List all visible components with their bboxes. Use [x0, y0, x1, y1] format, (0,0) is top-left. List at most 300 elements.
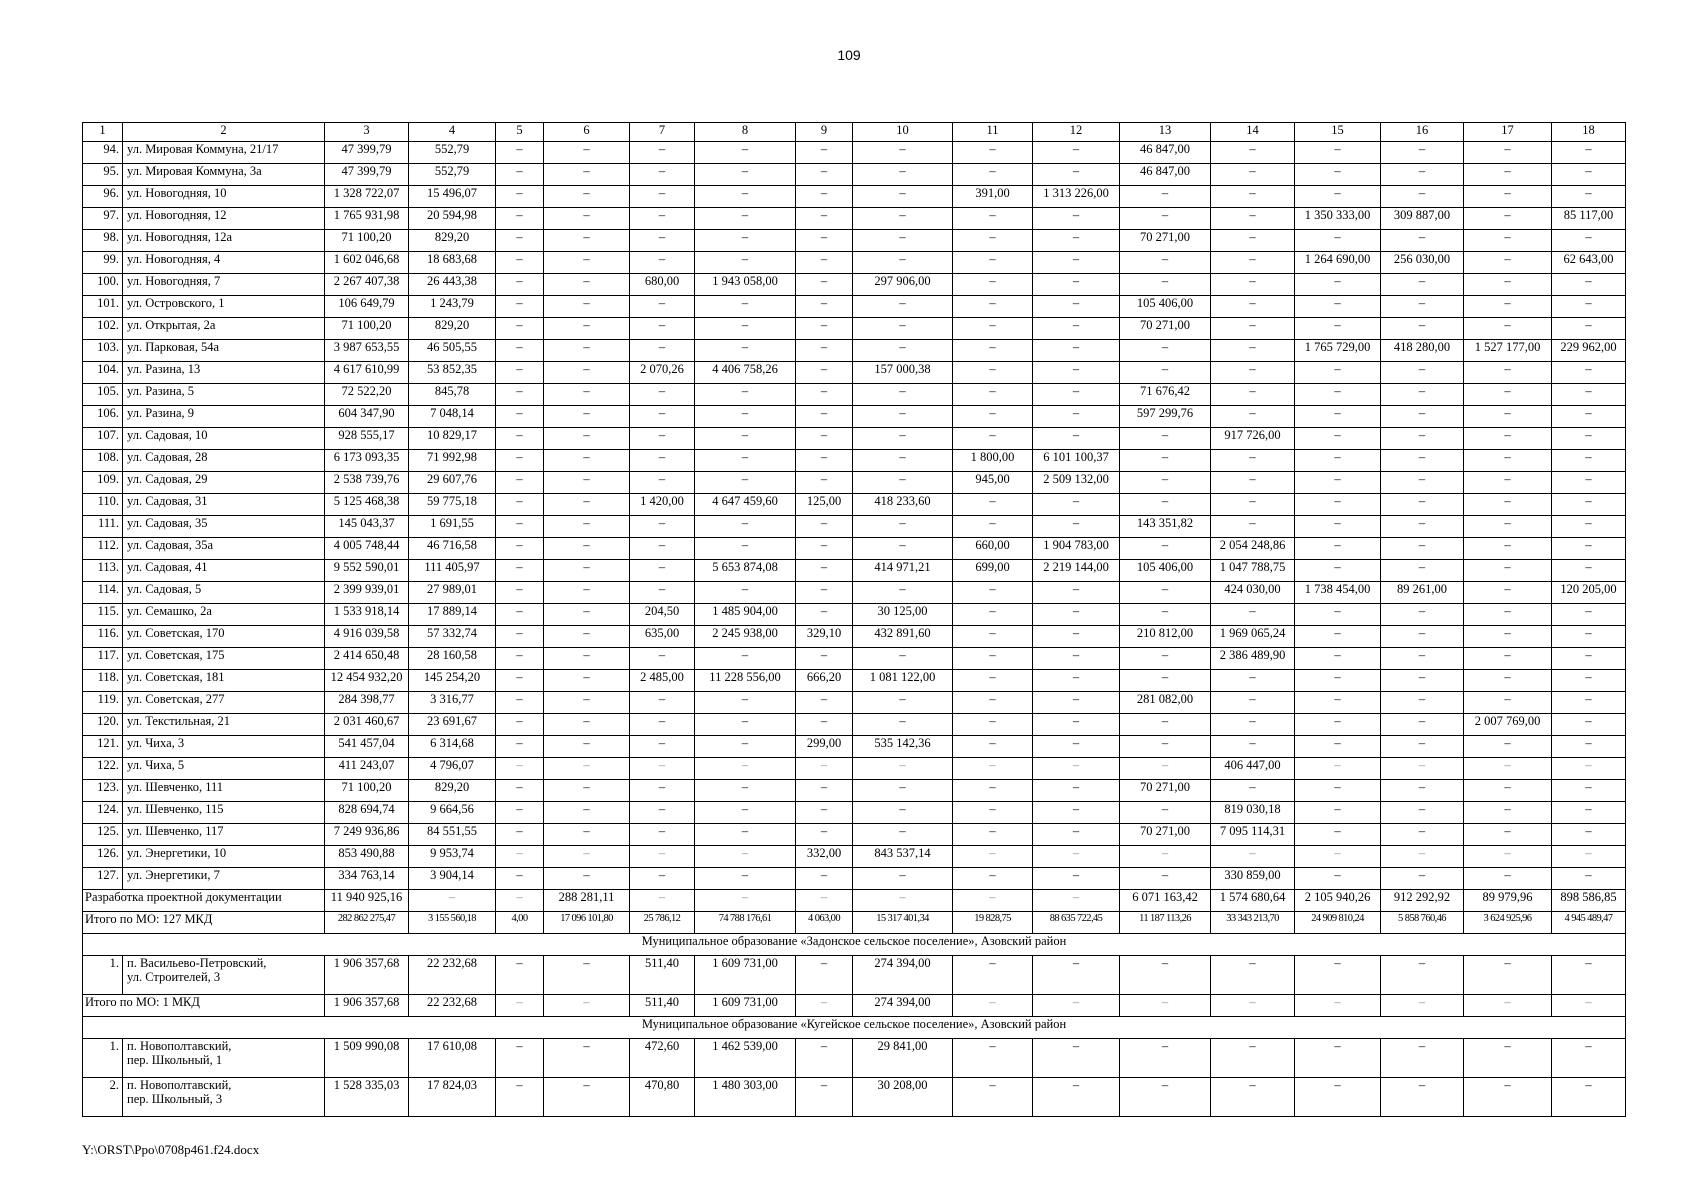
- value-cell: –: [1464, 824, 1552, 846]
- value-cell: –: [1464, 406, 1552, 428]
- value-cell: 4 063,00: [796, 912, 853, 934]
- value-cell: 470,80: [630, 1078, 695, 1117]
- value-cell: 829,20: [409, 318, 496, 340]
- value-cell: –: [1120, 340, 1211, 362]
- value-cell: –: [1464, 494, 1552, 516]
- value-cell: –: [630, 868, 695, 890]
- value-cell: –: [630, 516, 695, 538]
- column-header: 14: [1211, 123, 1295, 142]
- value-cell: –: [796, 472, 853, 494]
- value-cell: –: [496, 472, 544, 494]
- value-cell: –: [496, 428, 544, 450]
- value-cell: –: [796, 538, 853, 560]
- value-cell: –: [1552, 648, 1626, 670]
- value-cell: –: [853, 890, 953, 912]
- value-cell: –: [1552, 714, 1626, 736]
- value-cell: 29 607,76: [409, 472, 496, 494]
- value-cell: –: [695, 450, 796, 472]
- table-row: [83, 648, 1626, 670]
- value-cell: –: [496, 208, 544, 230]
- table-row: [83, 450, 1626, 472]
- value-cell: –: [1552, 362, 1626, 384]
- value-cell: –: [1464, 736, 1552, 758]
- value-cell: –: [630, 230, 695, 252]
- value-cell: 22 232,68: [409, 956, 496, 995]
- value-cell: –: [1381, 956, 1464, 995]
- row-number: 108.: [83, 450, 123, 472]
- value-cell: –: [1295, 824, 1381, 846]
- value-cell: –: [1120, 604, 1211, 626]
- value-cell: 660,00: [953, 538, 1033, 560]
- summary-row: [83, 995, 1626, 1017]
- row-number: 117.: [83, 648, 123, 670]
- value-cell: –: [1464, 692, 1552, 714]
- value-cell: –: [1295, 186, 1381, 208]
- value-cell: 28 160,58: [409, 648, 496, 670]
- value-cell: –: [1120, 802, 1211, 824]
- value-cell: –: [953, 252, 1033, 274]
- value-cell: 20 594,98: [409, 208, 496, 230]
- value-cell: –: [1033, 362, 1120, 384]
- value-cell: –: [853, 164, 953, 186]
- value-cell: 70 271,00: [1120, 780, 1211, 802]
- value-cell: –: [544, 450, 630, 472]
- value-cell: 511,40: [630, 956, 695, 995]
- value-cell: –: [1033, 1039, 1120, 1078]
- value-cell: –: [1033, 406, 1120, 428]
- value-cell: 2 219 144,00: [1033, 560, 1120, 582]
- section-title: Муниципальное образование «Задонское сельское поселение», Азовский район: [83, 934, 1626, 956]
- value-cell: –: [1033, 582, 1120, 604]
- summary-row: [83, 890, 1626, 912]
- value-cell: 2 267 407,38: [325, 274, 409, 296]
- value-cell: 6 071 163,42: [1120, 890, 1211, 912]
- value-cell: –: [1464, 604, 1552, 626]
- value-cell: –: [630, 296, 695, 318]
- value-cell: –: [630, 164, 695, 186]
- value-cell: –: [1552, 164, 1626, 186]
- value-cell: –: [695, 230, 796, 252]
- value-cell: 4,00: [496, 912, 544, 934]
- value-cell: –: [1033, 956, 1120, 995]
- value-cell: –: [630, 428, 695, 450]
- value-cell: –: [853, 758, 953, 780]
- value-cell: –: [1464, 758, 1552, 780]
- table-row: [83, 384, 1626, 406]
- address-cell: ул. Садовая, 35а: [123, 538, 325, 560]
- value-cell: –: [1033, 164, 1120, 186]
- value-cell: –: [953, 296, 1033, 318]
- value-cell: 414 971,21: [853, 560, 953, 582]
- address-cell: ул. Шевченко, 111: [123, 780, 325, 802]
- value-cell: –: [695, 516, 796, 538]
- value-cell: –: [953, 626, 1033, 648]
- value-cell: –: [796, 362, 853, 384]
- address-cell: ул. Разина, 9: [123, 406, 325, 428]
- value-cell: –: [953, 604, 1033, 626]
- value-cell: –: [853, 340, 953, 362]
- value-cell: –: [953, 582, 1033, 604]
- value-cell: 1 904 783,00: [1033, 538, 1120, 560]
- value-cell: 330 859,00: [1211, 868, 1295, 890]
- value-cell: 1 691,55: [409, 516, 496, 538]
- column-header: 18: [1552, 123, 1626, 142]
- value-cell: –: [796, 780, 853, 802]
- value-cell: –: [630, 846, 695, 868]
- value-cell: –: [1552, 472, 1626, 494]
- value-cell: 2 414 650,48: [325, 648, 409, 670]
- table-row: [83, 538, 1626, 560]
- row-number: 96.: [83, 186, 123, 208]
- value-cell: 4 005 748,44: [325, 538, 409, 560]
- value-cell: –: [544, 626, 630, 648]
- value-cell: –: [1295, 494, 1381, 516]
- value-cell: –: [853, 538, 953, 560]
- row-number: 113.: [83, 560, 123, 582]
- value-cell: –: [1552, 318, 1626, 340]
- value-cell: –: [544, 142, 630, 164]
- value-cell: –: [630, 384, 695, 406]
- value-cell: 552,79: [409, 164, 496, 186]
- value-cell: 1 047 788,75: [1211, 560, 1295, 582]
- value-cell: 1 609 731,00: [695, 995, 796, 1017]
- value-cell: –: [544, 824, 630, 846]
- value-cell: –: [1381, 450, 1464, 472]
- value-cell: –: [1033, 516, 1120, 538]
- value-cell: –: [1211, 494, 1295, 516]
- value-cell: –: [1381, 516, 1464, 538]
- value-cell: –: [544, 362, 630, 384]
- value-cell: –: [1381, 780, 1464, 802]
- address-cell: ул. Энергетики, 10: [123, 846, 325, 868]
- value-cell: –: [1295, 714, 1381, 736]
- value-cell: –: [853, 582, 953, 604]
- value-cell: –: [953, 802, 1033, 824]
- value-cell: 843 537,14: [853, 846, 953, 868]
- value-cell: 4 945 489,47: [1552, 912, 1626, 934]
- value-cell: –: [1211, 670, 1295, 692]
- value-cell: –: [1552, 450, 1626, 472]
- value-cell: 281 082,00: [1120, 692, 1211, 714]
- value-cell: 597 299,76: [1120, 406, 1211, 428]
- value-cell: –: [496, 995, 544, 1017]
- value-cell: 15 496,07: [409, 186, 496, 208]
- value-cell: 46 847,00: [1120, 142, 1211, 164]
- value-cell: –: [496, 714, 544, 736]
- address-cell: ул. Чиха, 5: [123, 758, 325, 780]
- value-cell: –: [1552, 802, 1626, 824]
- value-cell: 70 271,00: [1120, 318, 1211, 340]
- value-cell: –: [1033, 1078, 1120, 1117]
- value-cell: 23 691,67: [409, 714, 496, 736]
- value-cell: 666,20: [796, 670, 853, 692]
- value-cell: –: [544, 230, 630, 252]
- value-cell: –: [1033, 648, 1120, 670]
- value-cell: 106 649,79: [325, 296, 409, 318]
- value-cell: –: [544, 736, 630, 758]
- value-cell: –: [1381, 670, 1464, 692]
- value-cell: –: [1120, 538, 1211, 560]
- value-cell: 71 100,20: [325, 318, 409, 340]
- value-cell: 424 030,00: [1211, 582, 1295, 604]
- value-cell: –: [1120, 494, 1211, 516]
- value-cell: –: [853, 780, 953, 802]
- value-cell: –: [630, 648, 695, 670]
- value-cell: –: [1033, 758, 1120, 780]
- value-cell: –: [1211, 230, 1295, 252]
- value-cell: –: [796, 692, 853, 714]
- value-cell: 70 271,00: [1120, 824, 1211, 846]
- value-cell: 59 775,18: [409, 494, 496, 516]
- value-cell: 2 007 769,00: [1464, 714, 1552, 736]
- value-cell: –: [853, 230, 953, 252]
- value-cell: –: [796, 340, 853, 362]
- value-cell: –: [796, 274, 853, 296]
- value-cell: –: [496, 516, 544, 538]
- value-cell: –: [953, 1039, 1033, 1078]
- value-cell: –: [1120, 1039, 1211, 1078]
- value-cell: –: [1552, 758, 1626, 780]
- value-cell: 157 000,38: [853, 362, 953, 384]
- value-cell: –: [1464, 186, 1552, 208]
- value-cell: –: [1120, 472, 1211, 494]
- value-cell: –: [1120, 186, 1211, 208]
- table-row: [83, 230, 1626, 252]
- value-cell: –: [695, 142, 796, 164]
- value-cell: 1 527 177,00: [1464, 340, 1552, 362]
- value-cell: –: [1552, 296, 1626, 318]
- value-cell: –: [1552, 780, 1626, 802]
- value-cell: 3 987 653,55: [325, 340, 409, 362]
- value-cell: 282 862 275,47: [325, 912, 409, 934]
- value-cell: –: [630, 582, 695, 604]
- value-cell: –: [953, 648, 1033, 670]
- value-cell: –: [496, 582, 544, 604]
- value-cell: –: [1120, 428, 1211, 450]
- row-number: 105.: [83, 384, 123, 406]
- table-row: [83, 560, 1626, 582]
- value-cell: –: [496, 142, 544, 164]
- value-cell: –: [1464, 1039, 1552, 1078]
- summary-label: Разработка проектной документации: [83, 890, 325, 912]
- table-body: [83, 123, 1626, 1117]
- table-row: [83, 868, 1626, 890]
- value-cell: –: [496, 1078, 544, 1117]
- value-cell: 6 101 100,37: [1033, 450, 1120, 472]
- row-number: 109.: [83, 472, 123, 494]
- value-cell: –: [1120, 868, 1211, 890]
- value-cell: –: [1552, 604, 1626, 626]
- value-cell: –: [544, 340, 630, 362]
- value-cell: –: [544, 472, 630, 494]
- value-cell: –: [695, 384, 796, 406]
- value-cell: 17 610,08: [409, 1039, 496, 1078]
- value-cell: 535 142,36: [853, 736, 953, 758]
- value-cell: 1 574 680,64: [1211, 890, 1295, 912]
- row-number: 123.: [83, 780, 123, 802]
- summary-row: [83, 912, 1626, 934]
- value-cell: 2 509 132,00: [1033, 472, 1120, 494]
- value-cell: –: [1381, 1039, 1464, 1078]
- value-cell: –: [1295, 692, 1381, 714]
- value-cell: 9 664,56: [409, 802, 496, 824]
- value-cell: –: [953, 868, 1033, 890]
- value-cell: 29 841,00: [853, 1039, 953, 1078]
- value-cell: –: [1295, 230, 1381, 252]
- row-number: 97.: [83, 208, 123, 230]
- value-cell: –: [1211, 406, 1295, 428]
- value-cell: –: [1552, 692, 1626, 714]
- value-cell: –: [953, 494, 1033, 516]
- value-cell: 145 254,20: [409, 670, 496, 692]
- value-cell: –: [853, 714, 953, 736]
- value-cell: –: [953, 1078, 1033, 1117]
- value-cell: 11 187 113,26: [1120, 912, 1211, 934]
- value-cell: –: [853, 692, 953, 714]
- value-cell: –: [1381, 1078, 1464, 1117]
- value-cell: –: [953, 230, 1033, 252]
- value-cell: –: [1120, 582, 1211, 604]
- value-cell: –: [796, 406, 853, 428]
- value-cell: 297 906,00: [853, 274, 953, 296]
- table-row: [83, 604, 1626, 626]
- row-number: 124.: [83, 802, 123, 824]
- value-cell: –: [544, 538, 630, 560]
- value-cell: 5 858 760,46: [1381, 912, 1464, 934]
- value-cell: –: [953, 164, 1033, 186]
- value-cell: –: [630, 692, 695, 714]
- value-cell: –: [630, 340, 695, 362]
- row-number: 122.: [83, 758, 123, 780]
- row-number: 110.: [83, 494, 123, 516]
- value-cell: –: [695, 296, 796, 318]
- value-cell: 1 738 454,00: [1295, 582, 1381, 604]
- row-number: 114.: [83, 582, 123, 604]
- value-cell: 9 953,74: [409, 846, 496, 868]
- value-cell: –: [544, 1078, 630, 1117]
- value-cell: 5 125 468,38: [325, 494, 409, 516]
- value-cell: –: [953, 890, 1033, 912]
- column-header-row: [83, 123, 1626, 142]
- value-cell: –: [1295, 758, 1381, 780]
- value-cell: –: [1381, 626, 1464, 648]
- column-header: 15: [1295, 123, 1381, 142]
- row-number: 111.: [83, 516, 123, 538]
- value-cell: –: [1552, 956, 1626, 995]
- value-cell: –: [1552, 186, 1626, 208]
- summary-label: Итого по МО: 127 МКД: [83, 912, 325, 934]
- value-cell: –: [1033, 296, 1120, 318]
- value-cell: –: [1381, 714, 1464, 736]
- value-cell: –: [953, 428, 1033, 450]
- value-cell: –: [796, 890, 853, 912]
- value-cell: –: [1211, 692, 1295, 714]
- row-number: 100.: [83, 274, 123, 296]
- value-cell: –: [953, 736, 1033, 758]
- value-cell: 1 943 058,00: [695, 274, 796, 296]
- value-cell: 125,00: [796, 494, 853, 516]
- row-number: 1.: [83, 956, 123, 995]
- value-cell: –: [1381, 230, 1464, 252]
- value-cell: –: [630, 802, 695, 824]
- value-cell: 27 989,01: [409, 582, 496, 604]
- address-cell: [123, 1039, 325, 1078]
- value-cell: –: [1295, 296, 1381, 318]
- value-cell: 604 347,90: [325, 406, 409, 428]
- value-cell: –: [1120, 714, 1211, 736]
- value-cell: –: [1033, 494, 1120, 516]
- value-cell: –: [796, 758, 853, 780]
- value-cell: –: [1464, 296, 1552, 318]
- value-cell: –: [544, 846, 630, 868]
- address-cell: ул. Садовая, 35: [123, 516, 325, 538]
- column-header: 2: [123, 123, 325, 142]
- value-cell: –: [544, 296, 630, 318]
- value-cell: –: [1033, 252, 1120, 274]
- value-cell: 111 405,97: [409, 560, 496, 582]
- value-cell: –: [1033, 670, 1120, 692]
- value-cell: –: [796, 802, 853, 824]
- value-cell: –: [1295, 516, 1381, 538]
- value-cell: –: [544, 604, 630, 626]
- value-cell: –: [1033, 846, 1120, 868]
- value-cell: 2 070,26: [630, 362, 695, 384]
- row-number: 127.: [83, 868, 123, 890]
- value-cell: –: [1033, 714, 1120, 736]
- value-cell: –: [1211, 384, 1295, 406]
- value-cell: –: [1033, 890, 1120, 912]
- value-cell: –: [1464, 780, 1552, 802]
- value-cell: –: [953, 384, 1033, 406]
- row-number: 119.: [83, 692, 123, 714]
- table-row: [83, 956, 1626, 995]
- value-cell: –: [1464, 868, 1552, 890]
- value-cell: 309 887,00: [1381, 208, 1464, 230]
- page-number: 109: [837, 47, 861, 63]
- value-cell: –: [1464, 670, 1552, 692]
- table-row: [83, 472, 1626, 494]
- value-cell: –: [796, 142, 853, 164]
- value-cell: –: [1464, 582, 1552, 604]
- value-cell: –: [853, 516, 953, 538]
- value-cell: –: [1211, 472, 1295, 494]
- address-cell: ул. Садовая, 31: [123, 494, 325, 516]
- value-cell: –: [695, 252, 796, 274]
- value-cell: –: [796, 186, 853, 208]
- value-cell: –: [1295, 274, 1381, 296]
- value-cell: 3 316,77: [409, 692, 496, 714]
- value-cell: –: [1381, 186, 1464, 208]
- value-cell: –: [1464, 956, 1552, 995]
- footer-file-path: Y:\ORST\Ppo\0708p461.f24.docx: [82, 1142, 260, 1157]
- value-cell: –: [1211, 846, 1295, 868]
- value-cell: –: [1464, 846, 1552, 868]
- value-cell: 418 280,00: [1381, 340, 1464, 362]
- value-cell: 1 906 357,68: [325, 995, 409, 1017]
- value-cell: 829,20: [409, 780, 496, 802]
- table-row: [83, 714, 1626, 736]
- value-cell: –: [544, 582, 630, 604]
- value-cell: –: [1464, 164, 1552, 186]
- value-cell: –: [1295, 780, 1381, 802]
- table-row: [83, 802, 1626, 824]
- value-cell: –: [1464, 626, 1552, 648]
- value-cell: –: [796, 824, 853, 846]
- value-cell: 105 406,00: [1120, 560, 1211, 582]
- value-cell: 2 031 460,67: [325, 714, 409, 736]
- value-cell: –: [1033, 995, 1120, 1017]
- table-row: [83, 318, 1626, 340]
